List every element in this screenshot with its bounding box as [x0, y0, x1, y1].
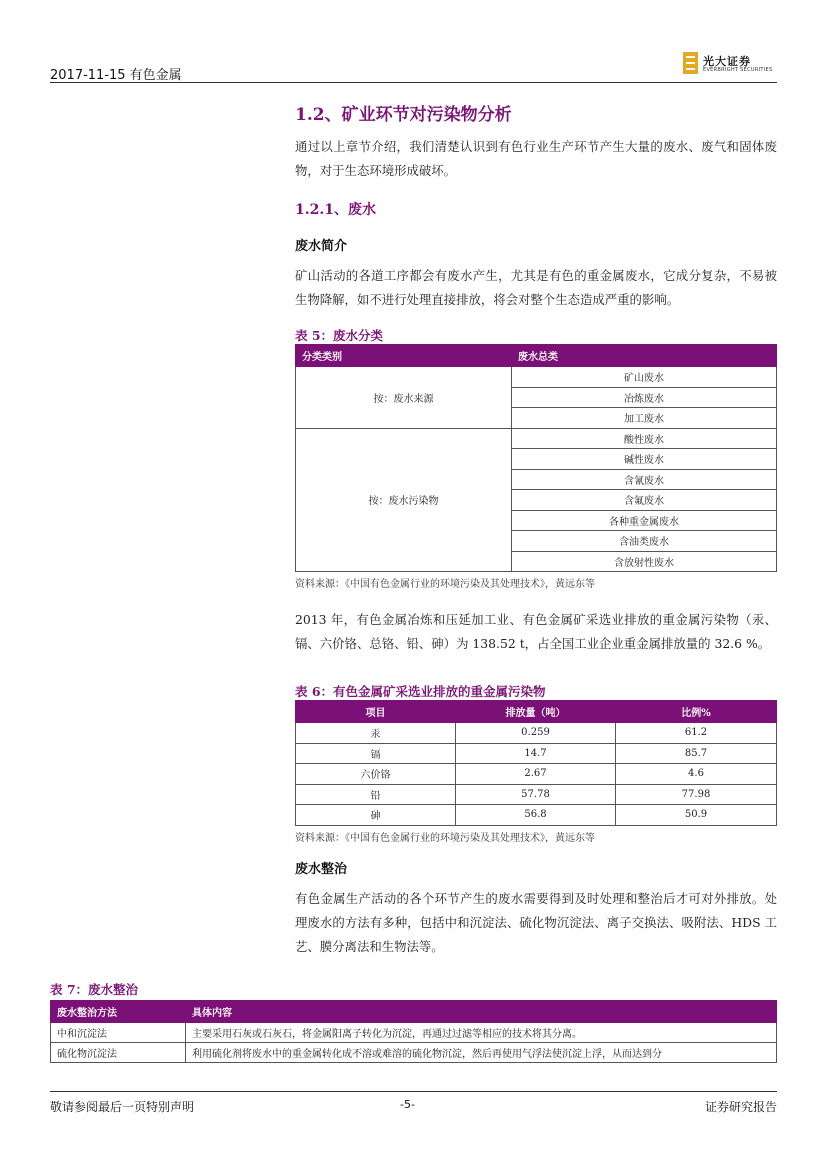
footer-disclaimer: 敬请参阅最后一页特别声明	[50, 1100, 195, 1114]
header-divider	[50, 82, 777, 83]
table6-source: 资料来源：《中国有色金属行业的环境污染及其处理技术》，黄远东等	[295, 832, 595, 844]
main-content	[295, 98, 777, 959]
table5-caption: 表 5：废水分类	[295, 328, 384, 343]
logo-text-en: EVERBRIGHT SECURITIES	[703, 67, 773, 73]
table-header-cell: 分类类别	[296, 345, 512, 367]
page-number: -5-	[400, 1098, 415, 1111]
table-cell: 镉	[296, 743, 456, 764]
table-cell: 铅	[296, 784, 456, 805]
table7-caption: 表 7：废水整治	[50, 982, 139, 997]
table-header-cell: 废水整治方法	[51, 1001, 186, 1023]
logo-icon	[683, 52, 698, 74]
table-cell: 含氰废水	[512, 469, 777, 490]
table-cell: 冶炼废水	[512, 387, 777, 408]
table-row	[51, 1023, 777, 1043]
table-cell: 六价铬	[296, 764, 456, 785]
table-cell: 57.78	[456, 784, 616, 805]
table-cell: 2.67	[456, 764, 616, 785]
table5-wastewater-classification	[295, 344, 777, 572]
footer-divider	[50, 1091, 777, 1092]
table-cell: 矿山废水	[512, 367, 777, 388]
table-cell: 85.7	[616, 743, 777, 764]
table-row	[296, 723, 777, 744]
treatment-paragraph: 有色金属生产活动的各个环节产生的废水需要得到及时处理和整治后才可对外排放。处理废水的方法有多种，包括中和沉淀法、硫化物沉淀法、离子交换法、吸附法、HDS 工艺、膜分离法和生物法等。	[295, 890, 777, 954]
table-header-row	[296, 701, 777, 723]
table7-section	[50, 980, 777, 1063]
header-date-sector: 2017-11-15 有色金属	[50, 68, 182, 83]
table7-wastewater-treatment	[50, 1000, 777, 1063]
subsection-title: 1.2.1、废水	[295, 202, 376, 218]
table-cell: 加工废水	[512, 408, 777, 429]
table5-source: 资料来源：《中国有色金属行业的环境污染及其处理技术》，黄远东等	[295, 579, 595, 590]
emission-paragraph: 2013 年，有色金属冶炼和压延加工业、有色金属矿采选业排放的重金属污染物（汞、镉、六价铬、总铬、铅、砷）为 138.52 t，占全国工业企业重金属排放量的 32.6 %。	[295, 612, 777, 651]
table-cell: 50.9	[616, 805, 777, 826]
company-logo	[683, 52, 783, 76]
table-cell: 利用硫化剂将废水中的重金属转化成不溶或难溶的硫化物沉淀，然后再使用气浮法使沉淀上浮，从而达到分	[186, 1043, 777, 1063]
logo-text-cn: 光大证券	[703, 55, 751, 68]
table-header-row	[51, 1001, 777, 1023]
table6-caption: 表 6：有色金属矿采选业排放的重金属污染物	[295, 684, 546, 699]
table-row	[296, 367, 777, 388]
table-header-cell: 排放量（吨）	[456, 701, 616, 723]
table-cell: 酸性废水	[512, 428, 777, 449]
table-cell: 主要采用石灰或石灰石，将金属阳离子转化为沉淀，再通过过滤等相应的技术将其分离。	[186, 1023, 777, 1043]
table-header-cell: 比例%	[616, 701, 777, 723]
table-cell: 各种重金属废水	[512, 510, 777, 531]
table-cell: 56.8	[456, 805, 616, 826]
table-cell: 汞	[296, 723, 456, 744]
table-header-cell: 废水总类	[512, 345, 777, 367]
table-row	[51, 1043, 777, 1063]
wastewater-intro-heading: 废水简介	[295, 239, 348, 254]
table-header-row	[296, 345, 777, 367]
table-header-cell: 具体内容	[186, 1001, 777, 1023]
table-row	[296, 764, 777, 785]
table-row	[296, 784, 777, 805]
table-cell: 硫化物沉淀法	[51, 1043, 186, 1063]
treatment-heading: 废水整治	[295, 861, 348, 877]
table-cell: 碱性废水	[512, 449, 777, 470]
table-group-cell: 按：废水来源	[296, 367, 512, 429]
table-cell: 77.98	[616, 784, 777, 805]
table-cell: 中和沉淀法	[51, 1023, 186, 1043]
table-cell: 4.6	[616, 764, 777, 785]
section-title: 1.2、矿业环节对污染物分析	[295, 105, 512, 125]
table-group-cell: 按：废水污染物	[296, 428, 512, 572]
footer-report-type: 证券研究报告	[704, 1100, 777, 1114]
table-row	[296, 743, 777, 764]
table-cell: 14.7	[456, 743, 616, 764]
table6-heavy-metal-emissions	[295, 700, 777, 826]
table-header-cell: 项目	[296, 701, 456, 723]
table-cell: 0.259	[456, 723, 616, 744]
table-row	[296, 428, 777, 449]
table-cell: 含氟废水	[512, 490, 777, 511]
wastewater-intro-paragraph: 矿山活动的各道工序都会有废水产生，尤其是有色的重金属废水，它成分复杂，不易被生物降解，如不进行处理直接排放，将会对整个生态造成严重的影响。	[295, 268, 777, 307]
table-cell: 含油类废水	[512, 531, 777, 552]
table-cell: 砷	[296, 805, 456, 826]
table-cell: 含放射性废水	[512, 551, 777, 572]
table-cell: 61.2	[616, 723, 777, 744]
intro-paragraph: 通过以上章节介绍，我们清楚认识到有色行业生产环节产生大量的废水、废气和固体废物，对于生态环境形成破坏。	[295, 139, 777, 178]
table-row	[296, 805, 777, 826]
